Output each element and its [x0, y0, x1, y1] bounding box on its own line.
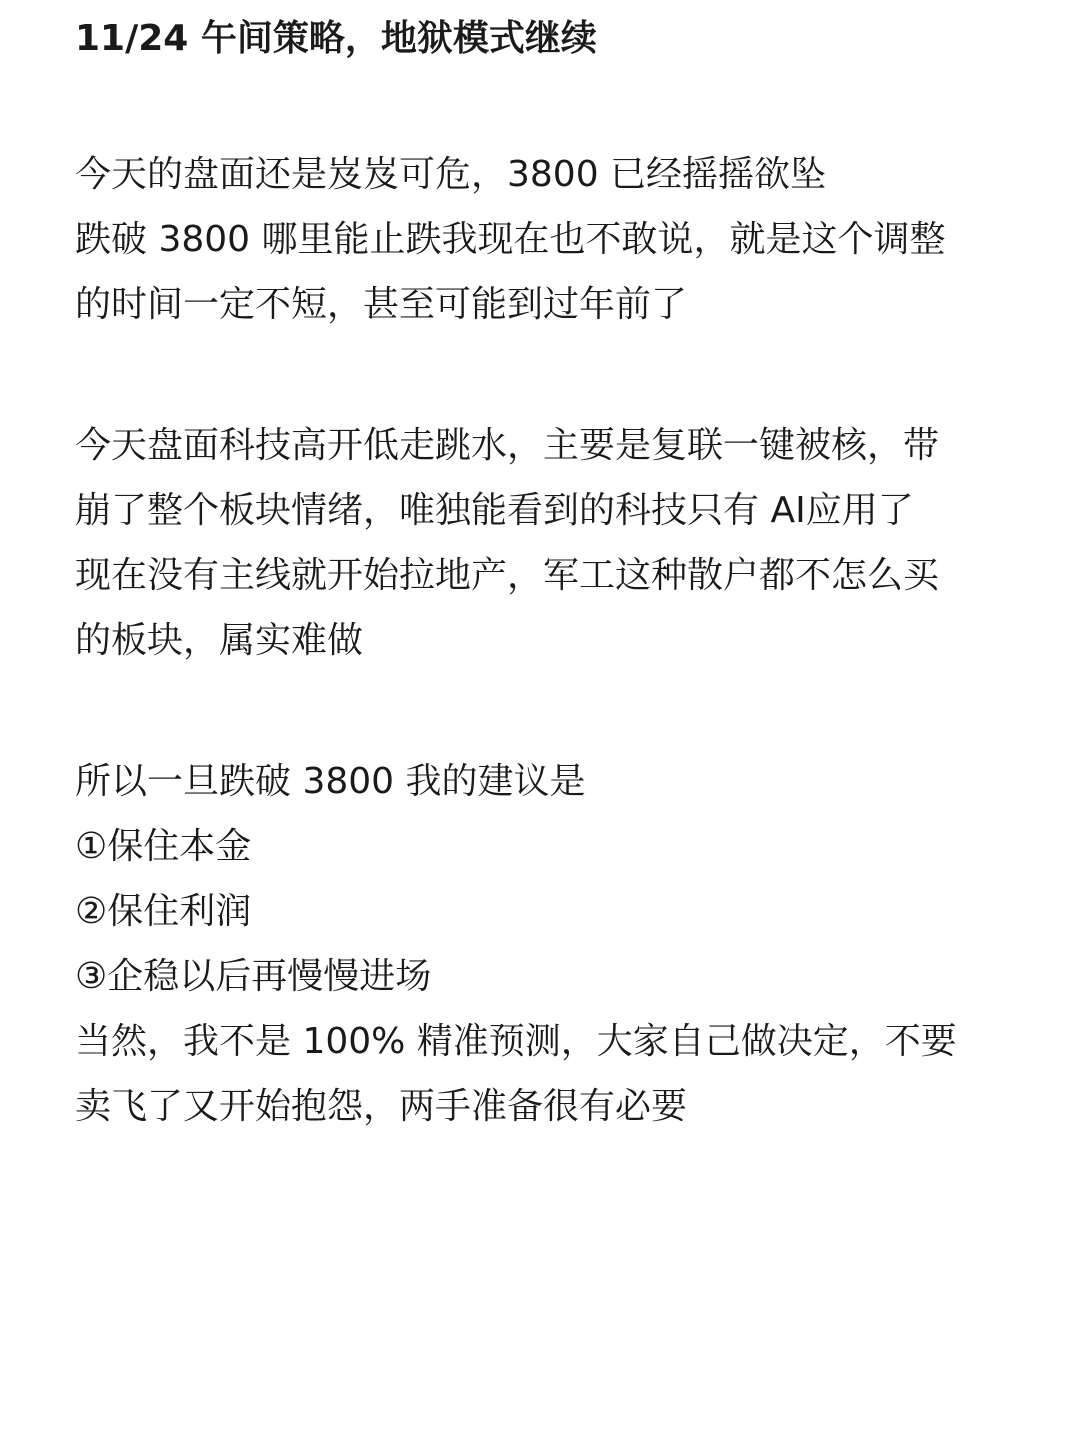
suggestion-item: ③企稳以后再慢慢进场 [75, 956, 432, 997]
paragraph-sector-review [75, 413, 1035, 673]
paragraph-line: 卖飞了又开始抱怨，两手准备很有必要 [75, 1086, 688, 1127]
paragraph-line: 所以一旦跌破 3800 我的建议是 [75, 761, 586, 802]
paragraph-market-outlook [75, 142, 1035, 337]
paragraph-suggestions [75, 749, 1035, 1139]
note-title: 11/24 午间策略，地狱模式继续 [75, 18, 597, 59]
paragraph-line: 今天盘面科技高开低走跳水，主要是复联一键被核，带 [75, 425, 940, 466]
note-content [75, 12, 1035, 1139]
paragraph-line: 现在没有主线就开始拉地产，军工这种散户都不怎么买 [75, 555, 940, 596]
suggestion-item: ②保住利润 [75, 891, 252, 932]
paragraph-line: 崩了整个板块情绪，唯独能看到的科技只有 AI应用了 [75, 490, 914, 531]
suggestion-item: ①保住本金 [75, 826, 252, 867]
paragraph-line: 的时间一定不短，甚至可能到过年前了 [75, 284, 688, 325]
paragraph-line: 当然，我不是 100% 精准预测，大家自己做决定，不要 [75, 1021, 957, 1062]
paragraph-line: 的板块，属实难做 [75, 620, 364, 661]
paragraph-line: 跌破 3800 哪里能止跌我现在也不敢说，就是这个调整 [75, 219, 946, 260]
paragraph-line: 今天的盘面还是岌岌可危，3800 已经摇摇欲坠 [75, 154, 827, 195]
